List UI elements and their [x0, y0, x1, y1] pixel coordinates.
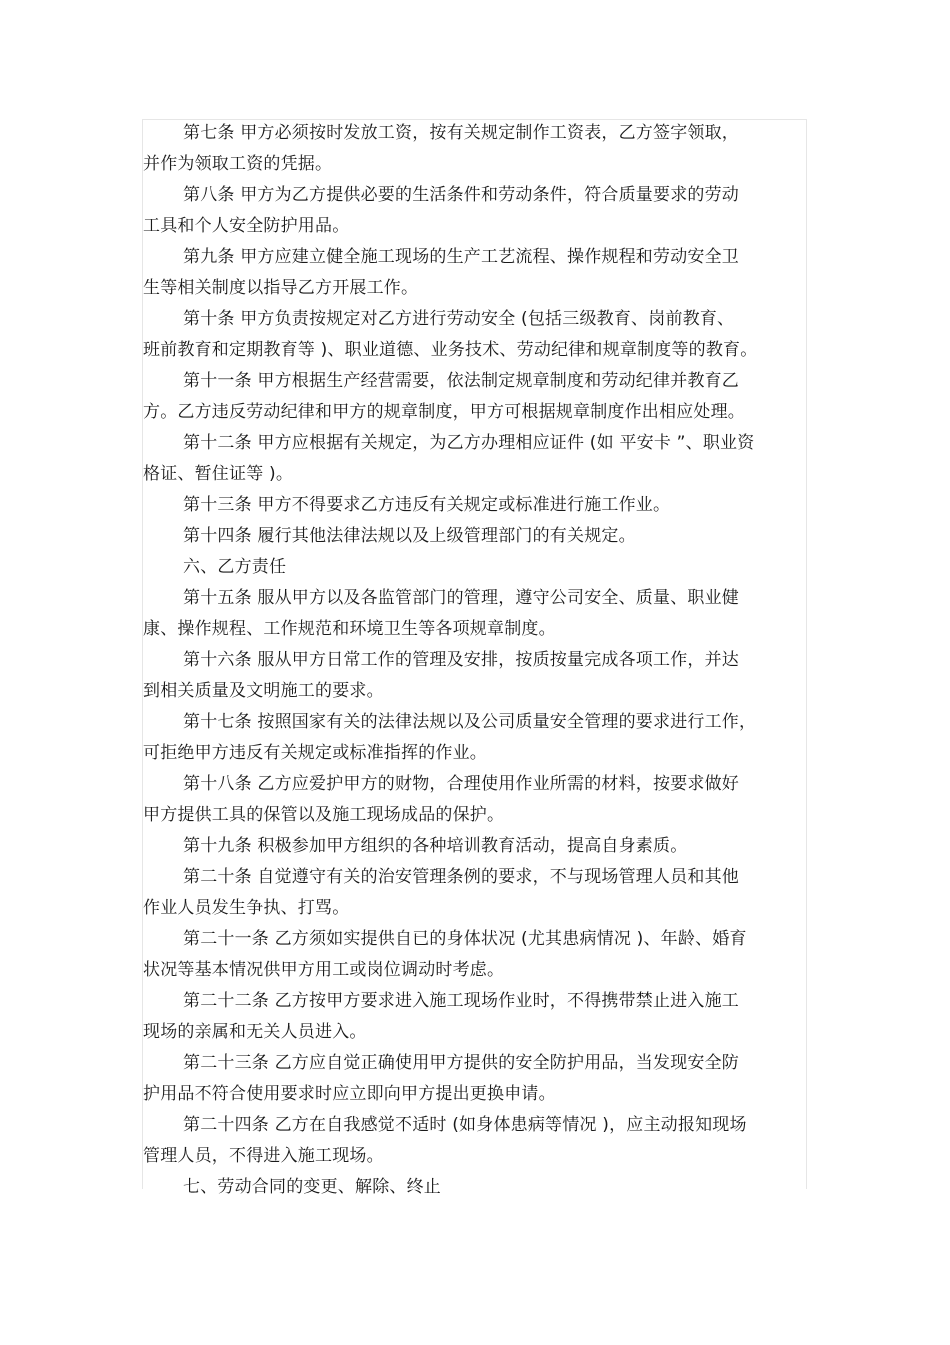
text-line: 第二十一条 乙方须如实提供自已的身体状况 (尤其患病情况 )、年龄、婚育 [183, 929, 747, 949]
text-line: 第二十二条 乙方按甲方要求进入施工现场作业时，不得携带禁止进入施工 [183, 991, 740, 1011]
text-line: 管理人员，不得进入施工现场。 [143, 1146, 384, 1166]
text-line: 格证、暂住证等 )。 [143, 464, 294, 484]
text-line: 七、劳动合同的变更、解除、终止 [183, 1177, 441, 1197]
text-line: 第十四条 履行其他法律法规以及上级管理部门的有关规定。 [183, 526, 636, 546]
text-line: 可拒绝甲方违反有关规定或标准指挥的作业。 [143, 743, 487, 763]
text-line: 第二十四条 乙方在自我感觉不适时 (如身体患病等情况 )，应主动报知现场 [183, 1115, 747, 1135]
document-body [143, 118, 803, 1203]
text-line: 现场的亲属和无关人员进入。 [143, 1022, 367, 1042]
text-line: 护用品不符合使用要求时应立即向甲方提出更换申请。 [143, 1084, 556, 1104]
text-line: 第十六条 服从甲方日常工作的管理及安排，按质按量完成各项工作，并达 [183, 650, 740, 670]
text-line: 甲方提供工具的保管以及施工现场成品的保护。 [143, 805, 505, 825]
text-line: 第十条 甲方负责按规定对乙方进行劳动安全 (包括三级教育、岗前教育、 [183, 309, 735, 329]
text-line: 方。乙方违反劳动纪律和甲方的规章制度，甲方可根据规章制度作出相应处理。 [143, 402, 745, 422]
text-line: 第十二条 甲方应根据有关规定，为乙方办理相应证件 (如 平安卡 ”、职业资 [183, 433, 755, 453]
text-line: 第十三条 甲方不得要求乙方违反有关规定或标准进行施工作业。 [183, 495, 671, 515]
text-line: 第十九条 积极参加甲方组织的各种培训教育活动，提高自身素质。 [183, 836, 688, 856]
text-line: 第十八条 乙方应爱护甲方的财物，合理使用作业所需的材料，按要求做好 [183, 774, 740, 794]
text-line: 作业人员发生争执、打骂。 [143, 898, 350, 918]
text-line: 第十七条 按照国家有关的法律法规以及公司质量安全管理的要求进行工作， [183, 712, 757, 732]
text-line: 并作为领取工资的凭据。 [143, 154, 333, 174]
text-line: 第十五条 服从甲方以及各监管部门的管理，遵守公司安全、质量、职业健 [183, 588, 740, 608]
text-line: 第七条 甲方必须按时发放工资，按有关规定制作工资表，乙方签字领取， [183, 123, 740, 143]
text-line: 第二十三条 乙方应自觉正确使用甲方提供的安全防护用品，当发现安全防 [183, 1053, 740, 1073]
text-line: 第二十条 自觉遵守有关的治安管理条例的要求，不与现场管理人员和其他 [183, 867, 740, 887]
text-line: 康、操作规程、工作规范和环境卫生等各项规章制度。 [143, 619, 556, 639]
text-line: 六、乙方责任 [183, 557, 287, 577]
text-line: 第十一条 甲方根据生产经营需要，依法制定规章制度和劳动纪律并教育乙 [183, 371, 740, 391]
text-line: 到相关质量及文明施工的要求。 [143, 681, 384, 701]
text-line: 班前教育和定期教育等 )、职业道德、业务技术、劳动纪律和规章制度等的教育。 [143, 340, 758, 360]
text-line: 状况等基本情况供甲方用工或岗位调动时考虑。 [143, 960, 505, 980]
text-line: 第八条 甲方为乙方提供必要的生活条件和劳动条件，符合质量要求的劳动 [183, 185, 740, 205]
text-line: 第九条 甲方应建立健全施工现场的生产工艺流程、操作规程和劳动安全卫 [183, 247, 740, 267]
text-line: 生等相关制度以指导乙方开展工作。 [143, 278, 419, 298]
text-line: 工具和个人安全防护用品。 [143, 216, 350, 236]
